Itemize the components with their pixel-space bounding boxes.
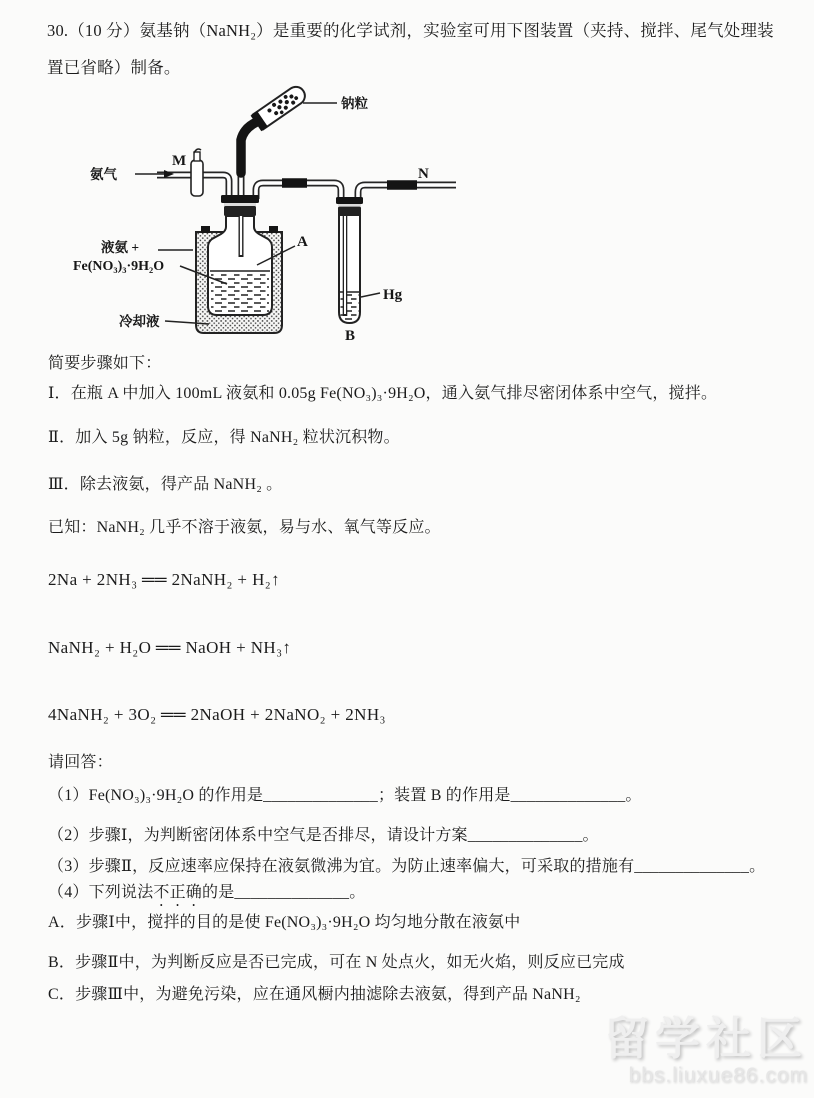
label-coolant: 冷却液	[119, 314, 160, 329]
watermark-site: bbs.liuxue86.com	[628, 1064, 808, 1087]
label-mercury: Hg	[383, 287, 403, 303]
leader-hg	[361, 293, 380, 297]
label-liquid-ammonia: 液氨 +	[101, 240, 140, 255]
question-4	[48, 881, 784, 910]
equation-2: NaNH₂ + H₂O ══ NaOH + NH₃↑	[48, 638, 292, 657]
step-3: Ⅲ．除去液氨，得产品 NaNH₂ 。	[48, 476, 283, 493]
label-valve-m: M	[172, 153, 187, 169]
flask-a-stopper	[221, 195, 259, 216]
label-ammonia-gas: 氨气	[90, 167, 117, 182]
question-stem: 30.（10 分）氨基钠（NaNH₂）是重要的化学试剂，实验室可用下图装置（夹持、搅拌、尾气处理装置已省略）制备。	[47, 21, 774, 77]
question-2: （2）步骤Ⅰ，为判断密闭体系中空气是否排尽，请设计方案______________。	[48, 827, 599, 844]
liquid-ammonia	[211, 273, 269, 313]
test-tube-b	[336, 197, 363, 323]
bath-knob-right	[269, 226, 278, 233]
step-2: Ⅱ．加入 5g 钠粒，反应，得 NaNH₂ 粒状沉积物。	[48, 429, 400, 446]
equation-3: 4NaNH₂ + 3O₂ ══ 2NaOH + 2NaNO₂ + 2NH₃	[48, 705, 386, 724]
flask-a	[208, 216, 272, 315]
watermark-title: 留学社区	[603, 1013, 808, 1064]
answer-prompt: 请回答：	[48, 754, 113, 771]
rubber-elbow	[241, 121, 259, 173]
tube-b-stopper	[336, 197, 363, 216]
question-3: （3）步骤Ⅱ，反应速率应保持在液氨微沸为宜。为防止速率偏大，可采取的措施有______________。	[48, 858, 766, 875]
steps-intro: 简要步骤如下：	[48, 355, 162, 372]
question-4-suffix: 的是______________。	[202, 884, 366, 901]
known-info: 已知：NaNH₂ 几乎不溶于液氨，易与水、氧气等反应。	[48, 519, 441, 536]
sodium-tube	[251, 85, 309, 131]
sodium-feed	[241, 85, 309, 173]
option-a: A．步骤Ⅰ中，搅拌的目的是使 Fe(NO₃)₃·9H₂O 均匀地分散在液氨中	[48, 914, 521, 931]
watermark	[604, 1014, 808, 1088]
label-outlet-n: N	[418, 166, 429, 182]
question-4-prefix: （4）下列说法	[48, 884, 154, 901]
apparatus-diagram	[45, 85, 465, 353]
label-iron-nitrate: Fe(NO₃)₃·9H₂O	[73, 259, 165, 274]
equation-1: 2Na + 2NH₃ ══ 2NaNH₂ + H₂↑	[48, 570, 280, 589]
step-1: Ⅰ．在瓶 A 中加入 100mL 液氨和 0.05g Fe(NO₃)₃·9H₂O，通入氨气排尽密闭体系中空气，搅拌。	[48, 385, 718, 402]
valve-m	[191, 149, 203, 196]
question-4-emphasis: 不正确	[153, 884, 203, 901]
label-sodium-particles: 钠粒	[341, 96, 368, 111]
option-b: B．步骤Ⅱ中，为判断反应是否已完成，可在 N 处点火，如无火焰，则反应已完成	[48, 954, 625, 971]
option-c: C．步骤Ⅲ中，为避免污染，应在通风橱内抽滤除去液氨，得到产品 NaNH₂	[48, 986, 581, 1003]
question-1: （1）Fe(NO₃)₃·9H₂O 的作用是______________；装置 B 的作用是______________。	[48, 787, 642, 804]
bath-knob-left	[201, 226, 210, 233]
label-flask-a: A	[297, 234, 308, 250]
label-tube-b: B	[345, 328, 356, 344]
